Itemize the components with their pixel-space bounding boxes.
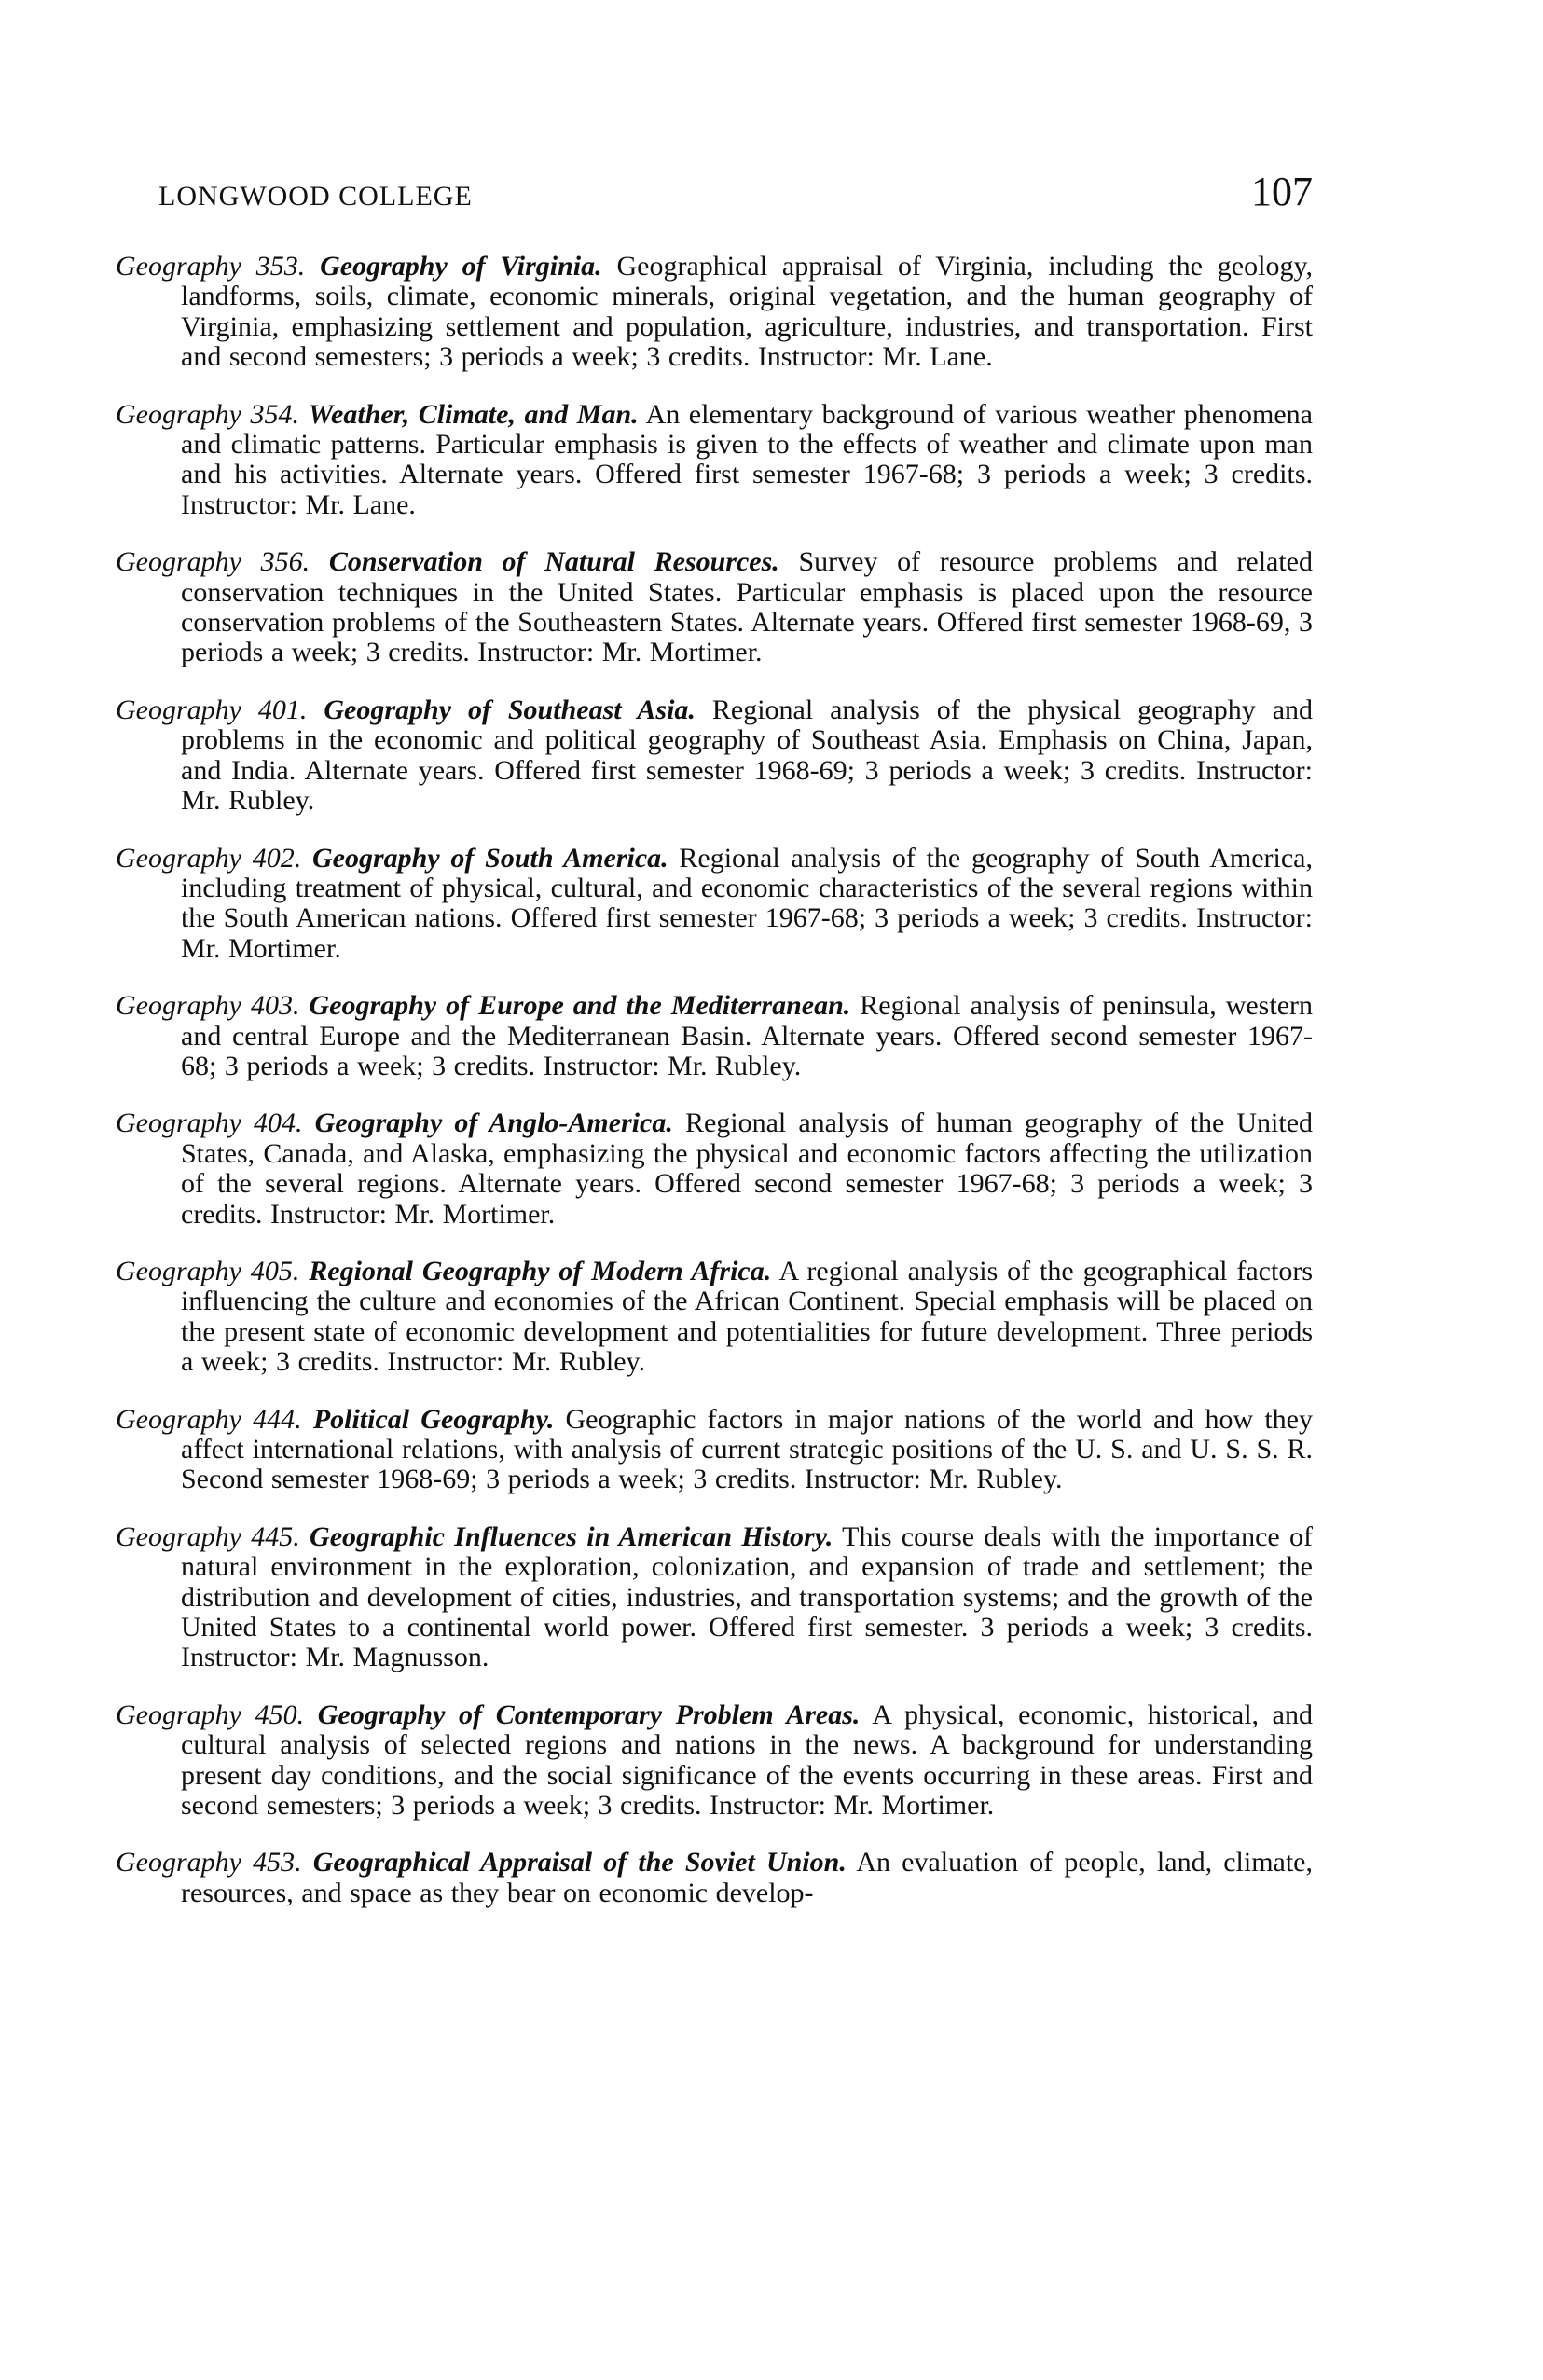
course-title: Geography of Europe and the Mediterranean. [309,990,851,1022]
course-description: An evaluation of people, land, climate, resources, and space as they bear on economic develop- [181,1847,1313,1908]
course-entry [116,1257,1313,1378]
course-code: Geography 404. [116,1107,303,1139]
course-description: This course deals with the importance of natural environment in the exploration, colonization, and expansion of trade and settlement; the distribution and development of cities, industries, and transportation systems; and the growth of the United States to a continental world power. Offered first semester. 3 periods a week; 3 credits. Instructor: Mr. Magnusson. [181,1520,1313,1673]
course-list [116,252,1313,1935]
course-title: Geography of Contemporary Problem Areas. [317,1699,861,1730]
course-entry [116,252,1313,373]
course-code: Geography 453. [116,1847,302,1878]
course-description: Survey of resource problems and related conservation techniques in the United States. Particular emphasis is placed upon the resource conservation problems of the Southeastern States. Alternate years. Offered first semester 1968-69, 3 periods a week; 3 credits. Instructor: Mr. Mortimer. [181,546,1314,668]
page-number: 107 [1251,169,1313,214]
course-entry [116,1108,1313,1230]
course-entry [116,547,1313,668]
course-title: Political Geography. [312,1403,555,1435]
course-description: Geographical appraisal of Virginia, including the geology, landforms, soils, climate, economic minerals, original vegetation, and the human geography of Virginia, emphasizing settlement and population, agriculture, industries, and transportation. First and second semesters; 3 periods a week; 3 credits. Instructor: Mr. Lane. [181,251,1314,373]
course-title: Geographic Influences in American History. [310,1520,833,1552]
course-description: Regional analysis of the geography of South America, including treatment of physical, cultural, and economic characteristics of the several regions within the South American nations. Offered first semester 1967-68; 3 periods a week; 3 credits. Instructor: Mr. Mortimer. [181,842,1313,964]
course-code: Geography 405. [116,1255,300,1286]
course-entry [116,1848,1313,1908]
course-code: Geography 450. [116,1699,305,1730]
course-code: Geography 445. [116,1520,300,1552]
course-code: Geography 356. [116,546,310,578]
course-code: Geography 403. [116,990,300,1022]
course-title: Geography of Virginia. [320,251,602,282]
course-description: A physical, economic, historical, and cultural analysis of selected regions and nations in the news. A background for understanding present day conditions, and the social significance of the events occurring in these areas. First and second semesters; 3 periods a week; 3 credits. Instructor: Mr. Mortimer. [181,1699,1313,1822]
course-title: Geographical Appraisal of the Soviet Union. [312,1847,847,1878]
course-entry [116,991,1313,1081]
course-description: Regional analysis of peninsula, western and central Europe and the Mediterranean Basin. Alternate years. Offered second semester 1967-68; 3 periods a week; 3 credits. Instructor: Mr. Rubley. [181,990,1313,1081]
course-description: An elementary background of various weather phenomena and climatic patterns. Particular emphasis is given to the effects of weather and climate upon man and his activities. Alternate years. Offered first semester 1967-68; 3 periods a week; 3 credits. Instructor: Mr. Lane. [181,398,1313,520]
course-code: Geography 353. [116,251,306,282]
course-entry [116,695,1313,817]
course-entry [116,1700,1313,1822]
course-description: Geographic factors in major nations of the world and how they affect international relations, with analysis of current strategic positions of the U. S. and U. S. S. R. Second semester 1968-69; 3 periods a week; 3 credits. Instructor: Mr. Rubley. [181,1403,1313,1495]
course-title: Geography of Southeast Asia. [324,694,696,725]
course-entry [116,1522,1313,1673]
course-code: Geography 402. [116,842,302,874]
course-title: Regional Geography of Modern Africa. [309,1255,772,1286]
course-description: Regional analysis of human geography of the United States, Canada, and Alaska, emphasizing the physical and economic factors affecting the utilization of the several regions. Alternate years. Offered second semester 1967-68; 3 periods a week; 3 credits. Instructor: Mr. Mortimer. [181,1107,1314,1230]
course-title: Conservation of Natural Resources. [328,546,779,578]
course-description: A regional analysis of the geographical factors influencing the culture and economies of the African Continent. Special emphasis will be placed on the present state of economic development and potentialities for future development. Three periods a week; 3 credits. Instructor: Mr. Rubley. [181,1255,1314,1378]
course-code: Geography 401. [116,694,308,725]
course-title: Weather, Climate, and Man. [308,398,639,430]
course-code: Geography 444. [116,1403,302,1435]
course-title: Geography of Anglo-America. [314,1107,673,1139]
college-name: LONGWOOD COLLEGE [158,181,473,212]
course-code: Geography 354. [116,398,300,430]
course-entry [116,1405,1313,1495]
course-entry [116,844,1313,965]
course-title: Geography of South America. [311,842,668,874]
page-header [158,168,1313,224]
course-description: Regional analysis of the physical geography and problems in the economic and political geography of Southeast Asia. Emphasis on China, Japan, and India. Alternate years. Offered first semester 1968-69; 3 periods a week; 3 credits. Instructor: Mr. Rubley. [181,694,1314,817]
course-entry [116,400,1313,521]
